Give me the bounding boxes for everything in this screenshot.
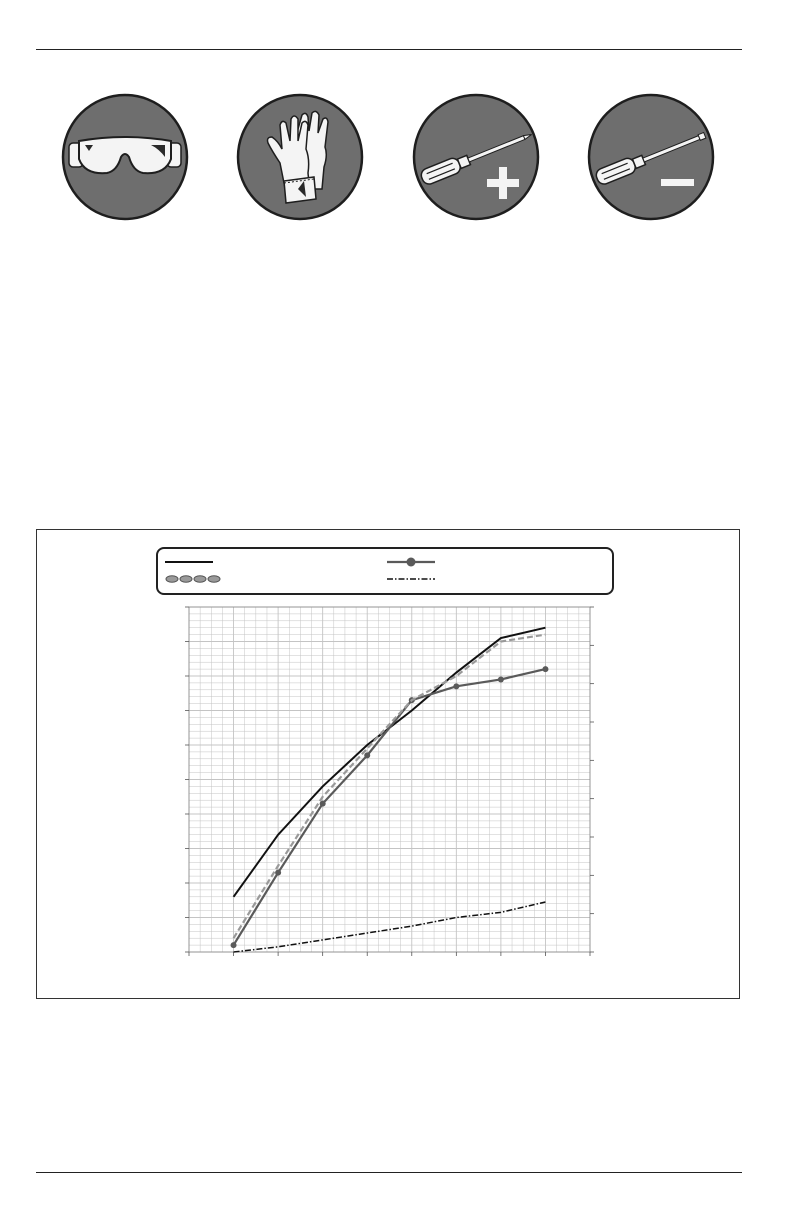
series-2-point: [275, 870, 281, 876]
legend-sample-3: [166, 576, 178, 582]
legend-sample-3: [194, 576, 206, 582]
legend-sample-3: [208, 576, 220, 582]
series-2-point: [453, 683, 459, 689]
series-2-point: [364, 752, 370, 758]
performance-chart-frame: [36, 529, 740, 999]
work-gloves-icon: [236, 93, 364, 221]
legend-box: [157, 548, 613, 594]
flathead-screwdriver-icon: [587, 93, 715, 221]
header-rule: [36, 49, 742, 50]
performance-chart: [37, 530, 741, 1000]
legend-sample-3: [180, 576, 192, 582]
series-2-point: [231, 942, 237, 948]
series-2-point: [542, 666, 548, 672]
legend-sample-2-marker: [407, 558, 416, 567]
phillips-screwdriver-icon: [412, 93, 540, 221]
safety-goggles-icon: [61, 93, 189, 221]
footer-rule: [36, 1172, 742, 1173]
series-2-point: [498, 676, 504, 682]
ppe-icons-row: [0, 93, 792, 223]
